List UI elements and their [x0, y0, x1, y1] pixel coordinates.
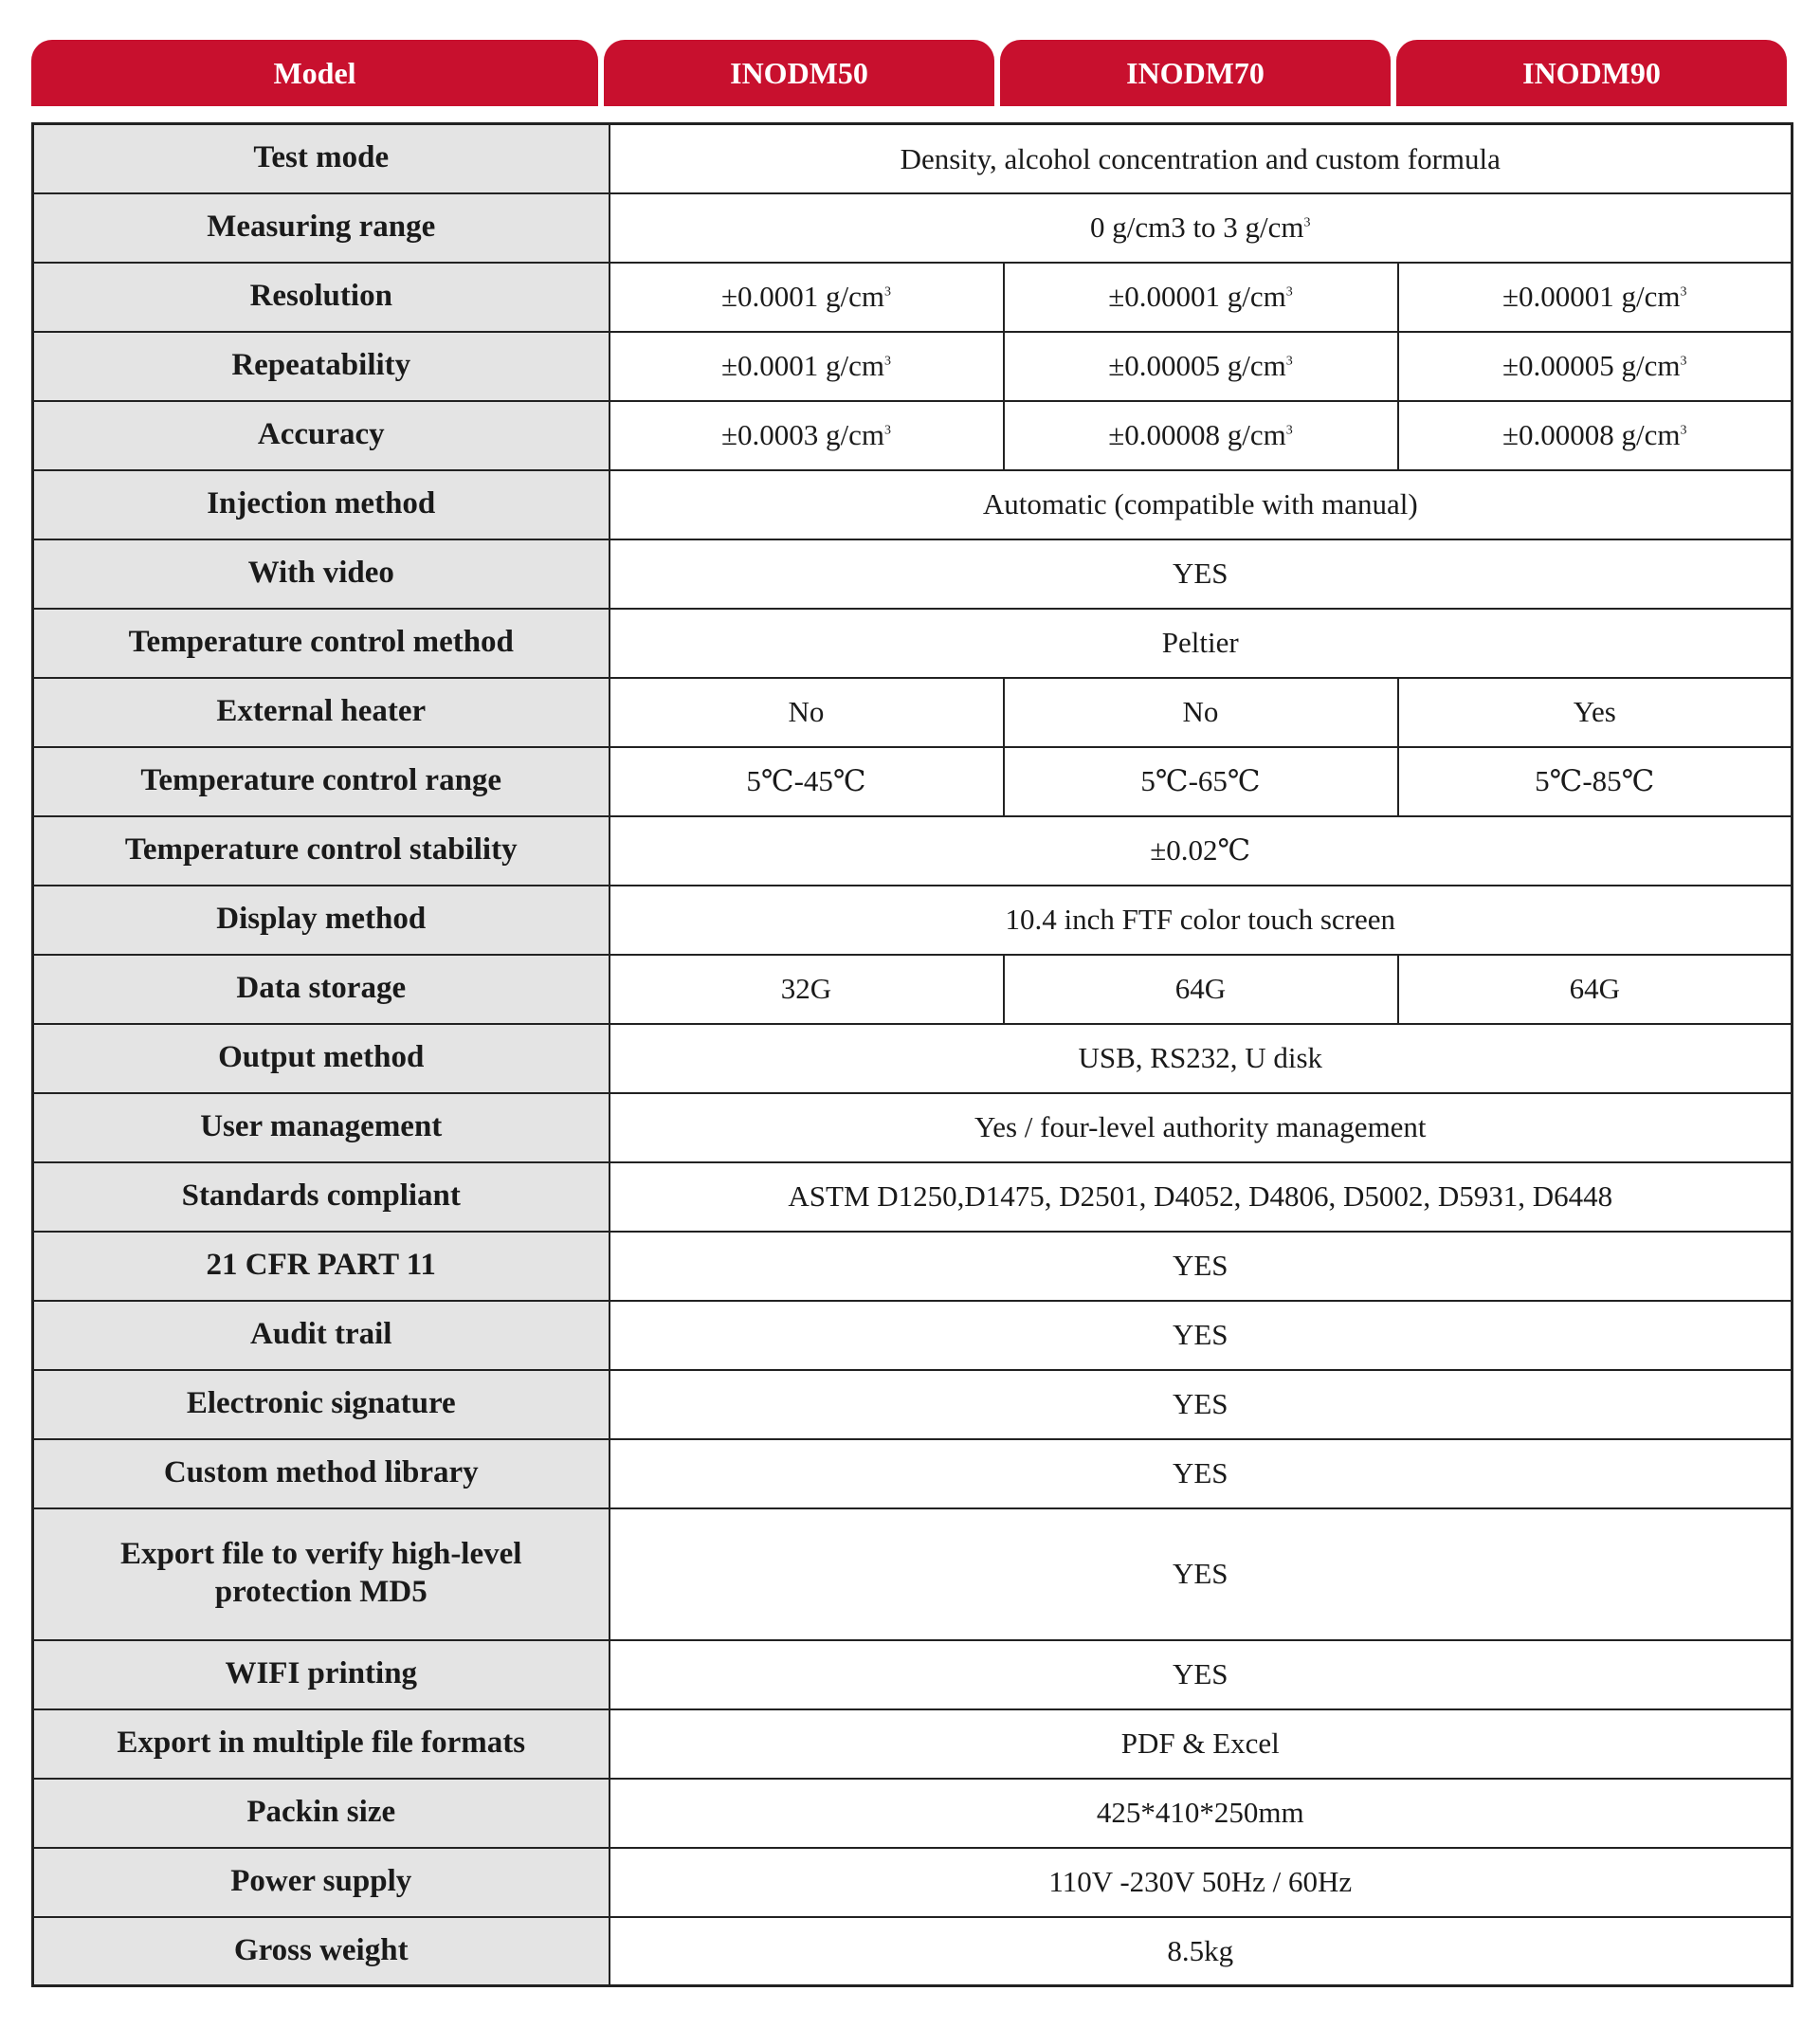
- header-model-inodm70: INODM70: [1000, 40, 1391, 106]
- row-label: Output method: [33, 1024, 610, 1093]
- row-value-text: PDF & Excel: [1120, 1727, 1280, 1761]
- row-value-text: ±0.00001 g/cm: [1108, 280, 1286, 314]
- row-label: Gross weight: [33, 1917, 610, 1986]
- row-value-text: USB, RS232, U disk: [1078, 1041, 1323, 1075]
- row-value: [610, 401, 1004, 470]
- table-row: [33, 1640, 1793, 1709]
- row-value: [610, 955, 1004, 1024]
- row-value-text: ±0.02℃: [1150, 833, 1251, 868]
- unit-superscript: 3: [1680, 355, 1687, 370]
- row-label: Display method: [33, 886, 610, 955]
- row-value: [610, 1439, 1793, 1508]
- row-value-text: 5℃-45℃: [746, 764, 866, 798]
- row-value: [610, 124, 1793, 193]
- row-value: [1004, 263, 1398, 332]
- row-value: [610, 470, 1793, 539]
- table-row: [33, 609, 1793, 678]
- table-row: [33, 470, 1793, 539]
- table-row: [33, 1508, 1793, 1640]
- table-row: [33, 1093, 1793, 1162]
- table-row: [33, 747, 1793, 816]
- row-value-text: 425*410*250mm: [1096, 1796, 1304, 1830]
- row-value-text: 0 g/cm3 to 3 g/cm: [1089, 210, 1304, 245]
- row-value-text: YES: [1172, 557, 1228, 591]
- row-value-text: 5℃-65℃: [1140, 764, 1261, 798]
- table-row: [33, 1439, 1793, 1508]
- spec-table-body: [33, 124, 1793, 1986]
- row-value: [610, 1024, 1793, 1093]
- row-label: Test mode: [33, 124, 610, 193]
- row-value-text: Yes: [1573, 695, 1616, 729]
- row-label-line: Export file to verify high-level: [120, 1537, 522, 1572]
- table-row: [33, 1917, 1793, 1986]
- row-value-text: ASTM D1250,D1475, D2501, D4052, D4806, D5002, D5931, D6448: [788, 1179, 1613, 1214]
- row-value: [610, 886, 1793, 955]
- table-row: [33, 1024, 1793, 1093]
- row-value: [610, 332, 1004, 401]
- row-value: [610, 1917, 1793, 1986]
- row-value: [610, 193, 1793, 263]
- row-value: [1004, 401, 1398, 470]
- row-label: Electronic signature: [33, 1370, 610, 1439]
- unit-superscript: 3: [1285, 285, 1293, 301]
- row-value-text: 32G: [780, 972, 832, 1006]
- row-label: WIFI printing: [33, 1640, 610, 1709]
- row-value-text: No: [788, 695, 825, 729]
- header-model-inodm50: INODM50: [604, 40, 994, 106]
- row-value: [1398, 263, 1793, 332]
- row-value-text: YES: [1172, 1557, 1228, 1591]
- table-row: [33, 816, 1793, 886]
- row-label: [33, 1508, 610, 1640]
- row-value-text: YES: [1172, 1456, 1228, 1490]
- row-label: Temperature control range: [33, 747, 610, 816]
- row-value-text: ±0.00008 g/cm: [1502, 418, 1681, 452]
- row-value: [610, 816, 1793, 886]
- row-value-text: YES: [1172, 1249, 1228, 1283]
- row-label: Resolution: [33, 263, 610, 332]
- row-label: Packin size: [33, 1779, 610, 1848]
- row-value: [610, 1848, 1793, 1917]
- table-row: [33, 1709, 1793, 1779]
- table-row: [33, 1162, 1793, 1232]
- row-value: [610, 539, 1793, 609]
- table-row: [33, 1779, 1793, 1848]
- row-value: [1398, 747, 1793, 816]
- row-value-text: No: [1182, 695, 1219, 729]
- row-value-text: 5℃-85℃: [1535, 764, 1655, 798]
- row-label: Export in multiple file formats: [33, 1709, 610, 1779]
- table-row: [33, 1370, 1793, 1439]
- unit-superscript: 3: [1285, 355, 1293, 370]
- row-value-text: Yes / four-level authority management: [974, 1110, 1427, 1144]
- header-row: [31, 40, 1791, 106]
- row-value: [610, 1162, 1793, 1232]
- table-row: [33, 124, 1793, 193]
- row-label: Standards compliant: [33, 1162, 610, 1232]
- row-value-text: ±0.0001 g/cm: [721, 349, 884, 383]
- unit-superscript: 3: [884, 424, 891, 439]
- unit-superscript: 3: [884, 355, 891, 370]
- table-row: [33, 678, 1793, 747]
- row-value: [610, 1232, 1793, 1301]
- row-value: [610, 1093, 1793, 1162]
- row-label: Audit trail: [33, 1301, 610, 1370]
- header-model-inodm90: INODM90: [1396, 40, 1787, 106]
- row-value-text: ±0.00005 g/cm: [1108, 349, 1286, 383]
- row-value: [1004, 332, 1398, 401]
- row-value-text: YES: [1172, 1657, 1228, 1691]
- row-value-text: Density, alcohol concentration and custom formula: [900, 141, 1501, 175]
- row-label: Custom method library: [33, 1439, 610, 1508]
- row-value-text: ±0.00008 g/cm: [1108, 418, 1286, 452]
- table-row: [33, 193, 1793, 263]
- table-row: [33, 1232, 1793, 1301]
- row-value-text: ±0.00001 g/cm: [1502, 280, 1681, 314]
- row-value-text: 110V -230V 50Hz / 60Hz: [1048, 1865, 1353, 1899]
- row-value: [610, 1301, 1793, 1370]
- row-label: Temperature control stability: [33, 816, 610, 886]
- row-value-text: 10.4 inch FTF color touch screen: [1005, 903, 1396, 937]
- table-row: [33, 1848, 1793, 1917]
- row-label: User management: [33, 1093, 610, 1162]
- row-value-text: 8.5kg: [1167, 1934, 1234, 1968]
- row-value: [610, 609, 1793, 678]
- row-label: Repeatability: [33, 332, 610, 401]
- table-row: [33, 539, 1793, 609]
- table-row: [33, 1301, 1793, 1370]
- row-value: [610, 747, 1004, 816]
- row-label: Measuring range: [33, 193, 610, 263]
- row-value-text: YES: [1172, 1387, 1228, 1421]
- row-value: [610, 678, 1004, 747]
- header-model: Model: [31, 40, 598, 106]
- row-label: Data storage: [33, 955, 610, 1024]
- table-row: [33, 263, 1793, 332]
- row-label: Temperature control method: [33, 609, 610, 678]
- row-value-text: Peltier: [1161, 626, 1239, 660]
- row-value: [610, 1709, 1793, 1779]
- row-label: Power supply: [33, 1848, 610, 1917]
- row-value: [1398, 678, 1793, 747]
- row-value: [610, 1640, 1793, 1709]
- row-value-text: ±0.0001 g/cm: [721, 280, 884, 314]
- table-row: [33, 886, 1793, 955]
- row-value: [1398, 401, 1793, 470]
- row-label: 21 CFR PART 11: [33, 1232, 610, 1301]
- row-label: With video: [33, 539, 610, 609]
- unit-superscript: 3: [1285, 424, 1293, 439]
- unit-superscript: 3: [1680, 424, 1687, 439]
- row-value: [610, 1370, 1793, 1439]
- table-row: [33, 955, 1793, 1024]
- row-label: Injection method: [33, 470, 610, 539]
- row-value-text: YES: [1172, 1318, 1228, 1352]
- row-value: [610, 1779, 1793, 1848]
- row-value: [610, 1508, 1793, 1640]
- unit-superscript: 3: [1303, 216, 1311, 231]
- spec-table: [31, 122, 1793, 1987]
- unit-superscript: 3: [1680, 285, 1687, 301]
- row-value-text: 64G: [1569, 972, 1620, 1006]
- table-row: [33, 401, 1793, 470]
- unit-superscript: 3: [884, 285, 891, 301]
- row-label: Accuracy: [33, 401, 610, 470]
- row-label-line: protection MD5: [214, 1575, 428, 1609]
- row-value: [1004, 747, 1398, 816]
- row-value-text: Automatic (compatible with manual): [982, 487, 1418, 521]
- table-row: [33, 332, 1793, 401]
- row-value: [610, 263, 1004, 332]
- row-value: [1004, 678, 1398, 747]
- row-value-text: ±0.0003 g/cm: [721, 418, 884, 452]
- row-value-text: ±0.00005 g/cm: [1502, 349, 1681, 383]
- row-value: [1398, 955, 1793, 1024]
- row-value: [1004, 955, 1398, 1024]
- row-label: External heater: [33, 678, 610, 747]
- row-value-text: 64G: [1174, 972, 1227, 1006]
- row-value: [1398, 332, 1793, 401]
